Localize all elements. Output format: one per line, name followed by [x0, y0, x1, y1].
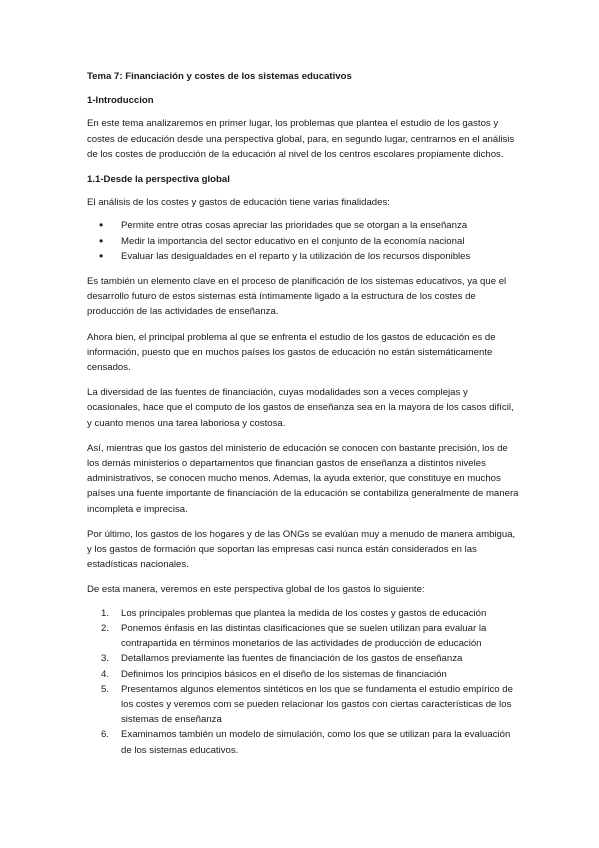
- step-number: 1.: [101, 607, 110, 619]
- step-text: Examinamos también un modelo de simulación, como los que se utilizan para la evaluación de los sistemas educativos.: [121, 729, 511, 756]
- list-item: • Permite entre otras cosas apreciar las prioridades que se otorgan a la enseñanza: [87, 218, 519, 233]
- document-page: [87, 69, 519, 758]
- list-item: • Evaluar las desigualdades en el reparto y la utilización de los recursos disponibles: [87, 249, 519, 264]
- paragraph-planning: Es también un elemento clave en el proceso de planificación de los sistemas educativos, ya que el desarrollo futuro de estos sistemas está íntimamente ligado a la estructura de los costes de producción de las actividades de enseñanza.: [87, 276, 507, 318]
- step-text: Los principales problemas que plantea la medida de los costes y gastos de educación: [121, 607, 487, 619]
- list-item: [87, 682, 519, 728]
- step-text: Ponemos énfasis en las distintas clasificaciones que se suelen utilizan para evaluar la contrapartida en términos monetarios de las actividades de producción de educación: [121, 622, 487, 650]
- step-number: 4.: [101, 668, 110, 680]
- paragraph-households: Por último, los gastos de los hogares y de las ONGs se evalúan muy a menudo de manera ambigua, y los gastos de formación que soportan las empresas casi nunca están considerados en las estadísticas nacionales.: [87, 528, 516, 571]
- list-item: • Medir la importancia del sector educativo en el conjunto de la economía nacional: [87, 234, 519, 249]
- step-number: 5.: [101, 683, 110, 695]
- list-item: [87, 606, 519, 621]
- document-title: Tema 7: Financiación y costes de los sistemas educativos: [87, 71, 352, 82]
- purposes-list: [87, 218, 519, 264]
- paragraph-overview-intro: De esta manera, veremos en este perspectiva global de los gastos lo siguiente:: [87, 584, 425, 596]
- purposes-intro: El análisis de los costes y gastos de educación tiene varias finalidades:: [87, 197, 390, 209]
- list-item: [87, 727, 519, 757]
- steps-list: [87, 606, 519, 758]
- list-item: [87, 667, 519, 682]
- step-text: Presentamos algunos elementos sintéticos en los que se fundamenta el estudio empírico de los costes y veremos com se pueden relacionar los gastos con ciertas características de los sistemas de enseñanza: [121, 683, 513, 726]
- step-number: 3.: [101, 653, 110, 665]
- step-number: 6.: [101, 729, 110, 741]
- step-text: Definimos los principios básicos en el diseño de los sistemas de financiación: [121, 668, 447, 680]
- list-item: [87, 621, 519, 651]
- list-item: [87, 651, 519, 666]
- section-heading-global-perspective: 1.1-Desde la perspectiva global: [87, 174, 230, 186]
- paragraph-information-problem: Ahora bien, el principal problema al que se enfrenta el estudio de los gastos de educación es de información, puesto que en muchos países los gastos de educación no están sistemáticamente censados.: [87, 331, 496, 374]
- paragraph-ministries: Así, mientras que los gastos del ministerio de educación se conocen con bastante precisión, los de los demás ministerios o departamentos que financian gastos de enseñanza a distintos niveles administrativos, se conocen mucho menos. Ademas, la ayuda exterior, que constituye en muchos países una fuente importante de financiación de la educación se contabiliza generalmente de manera incompleta e imprecisa.: [87, 442, 519, 515]
- step-number: 2.: [101, 622, 110, 634]
- step-text: Detallamos previamente las fuentes de financiación de los gastos de enseñanza: [121, 653, 463, 665]
- section-heading-introduction: 1-Introduccion: [87, 95, 154, 107]
- paragraph-funding-diversity: La diversidad de las fuentes de financiación, cuyas modalidades son a veces complejas y ocasionales, hace que el computo de los gastos de enseñanza sea en la mayora de los casos difícil, y cuanto menos una tarea laboriosa y costosa.: [87, 387, 514, 429]
- intro-paragraph: En este tema analizaremos en primer lugar, los problemas que plantea el estudio de los gastos y costes de educación desde una perspectiva global, para, en segundo lugar, centrarnos en el análisis de los costes de producción de la educación al nivel de los centros escolares propiamente dichos.: [87, 118, 515, 160]
